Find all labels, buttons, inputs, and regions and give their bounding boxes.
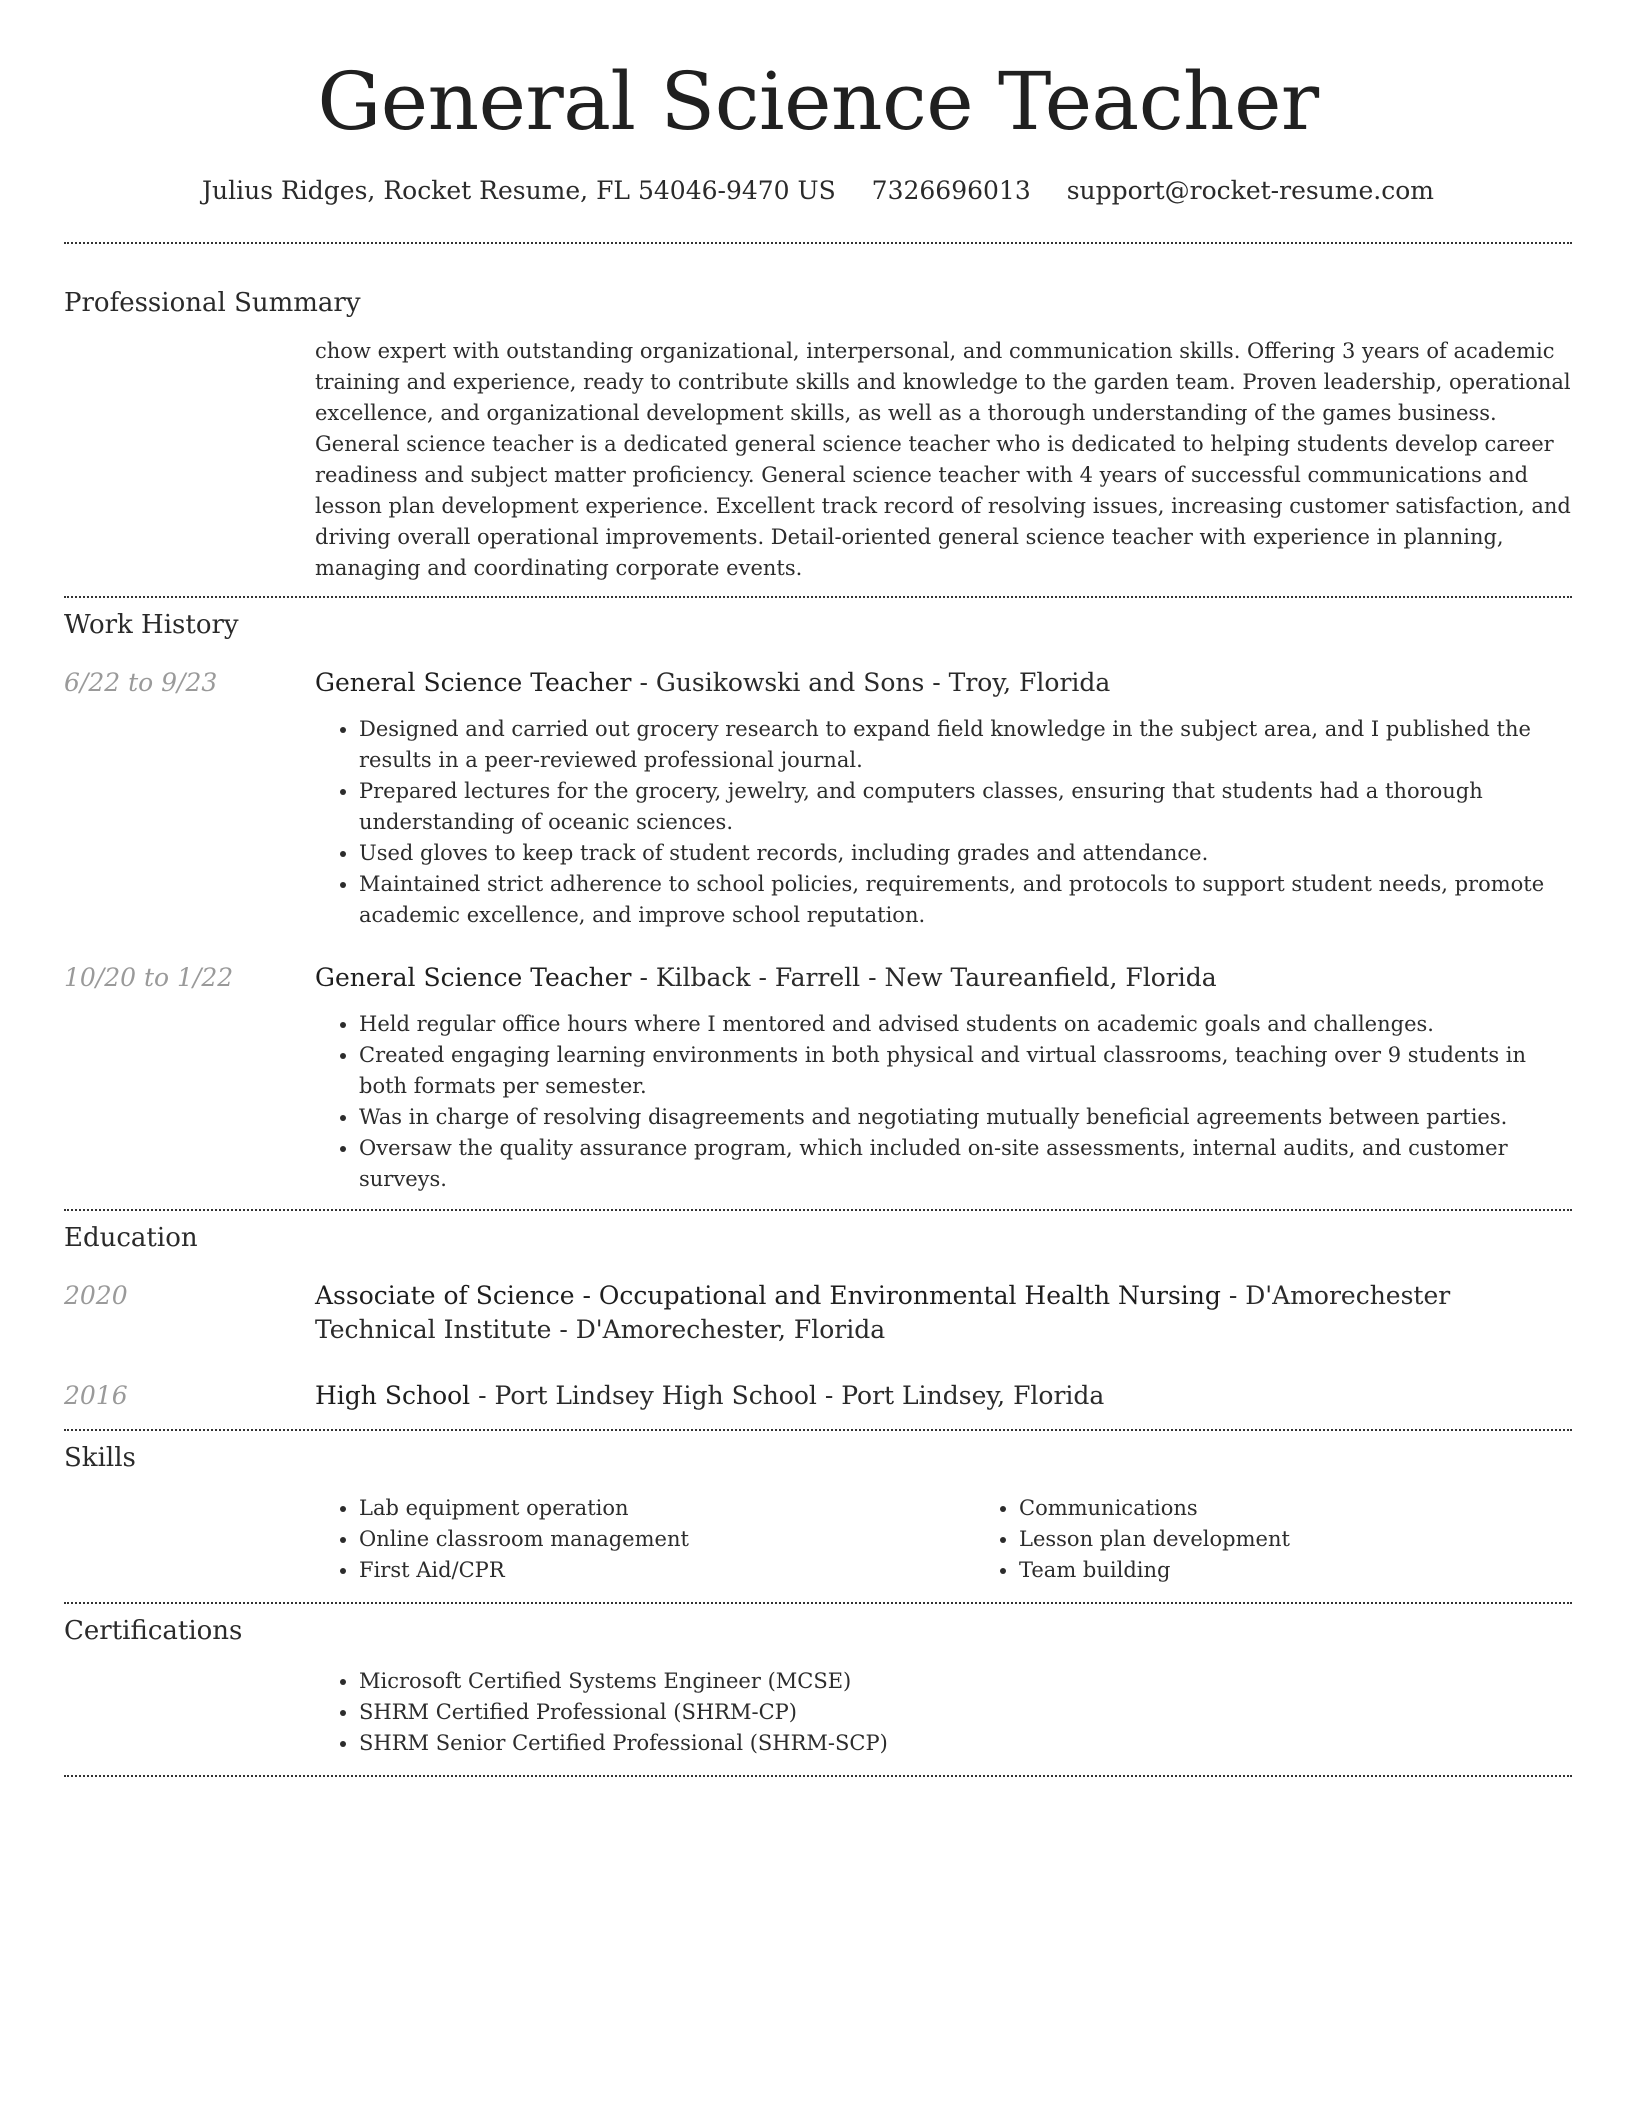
job-entry [64, 961, 1572, 1195]
certifications-section [64, 1614, 1572, 1759]
list-item: • Team building [1019, 1555, 1632, 1586]
education-entry [64, 1279, 1572, 1347]
education-entry [64, 1379, 1572, 1413]
contact-line [64, 174, 1572, 208]
education-details: - D'Amorechester Technical Institute - D'Amorechester, Florida [315, 1281, 1451, 1344]
section-heading-skills: Skills [64, 1443, 136, 1473]
list-item: • Held regular office hours where I mentored and advised students on academic goals and challenges. [359, 1009, 1572, 1040]
contact-phone: 7326696013 [871, 176, 1031, 205]
list-item: • Lab equipment operation [359, 1493, 975, 1524]
divider [64, 1602, 1572, 1604]
education-degree: High School [315, 1381, 471, 1410]
list-item: • Oversaw the quality assurance program, which included on-site assessments, internal audits, and customer surveys. [359, 1133, 1572, 1195]
education-details: - Port Lindsey High School - Port Lindsey, Florida [470, 1381, 1105, 1410]
work-section [64, 608, 1572, 1195]
job-dates: 10/20 to 1/22 [64, 963, 234, 992]
divider [64, 596, 1572, 598]
skills-list-left [315, 1493, 975, 1586]
list-item: • Microsoft Certified Systems Engineer (MCSE) [359, 1666, 1572, 1697]
list-item: • Used gloves to keep track of student records, including grades and attendance. [359, 838, 1572, 869]
job-bullets [315, 1009, 1572, 1195]
education-year: 2020 [64, 1281, 128, 1310]
divider [64, 1429, 1572, 1431]
list-item: • First Aid/CPR [359, 1555, 975, 1586]
section-heading-work: Work History [64, 610, 239, 640]
list-item: • Prepared lectures for the grocery, jewelry, and computers classes, ensuring that students had a thorough understanding of oceanic sciences. [359, 776, 1572, 838]
list-item: • Was in charge of resolving disagreements and negotiating mutually beneficial agreements between parties. [359, 1102, 1572, 1133]
job-bullets [315, 714, 1572, 931]
education-title [315, 1379, 1572, 1413]
education-year: 2016 [64, 1381, 128, 1410]
skills-section [64, 1441, 1572, 1586]
section-heading-education: Education [64, 1223, 198, 1253]
contact-email[interactable]: support@rocket-resume.com [1066, 176, 1434, 205]
job-entry [64, 666, 1572, 931]
certifications-list [315, 1666, 1572, 1759]
list-item: • Lesson plan development [1019, 1524, 1632, 1555]
education-title [315, 1279, 1572, 1347]
skills-list-right [975, 1493, 1632, 1586]
education-section [64, 1221, 1572, 1413]
section-heading-summary: Professional Summary [64, 288, 361, 318]
job-title [315, 666, 1572, 700]
resume-page [64, 0, 1572, 1777]
summary-section [64, 286, 1572, 584]
contact-address: Julius Ridges, Rocket Resume, FL 54046-9470 US [201, 176, 836, 205]
job-role: General Science Teacher [315, 963, 632, 992]
summary-text: chow expert with outstanding organizational, interpersonal, and communication skills. Offering 3 years of academic training and experience, ready to contribute skills and knowledge to the garden team. Proven leadership, operational excellence, and organizational development skills, as well as a thorough understanding of the games business. General science teacher is a dedicated general science teacher who is dedicated to helping students develop career readiness and subject matter proficiency. General science teacher with 4 years of successful communications and lesson plan development experience. Excellent track record of resolving issues, increasing customer satisfaction, and driving overall operational improvements. Detail-oriented general science teacher with experience in planning, managing and coordinating corporate events. [315, 339, 1571, 580]
divider [64, 242, 1572, 244]
divider [64, 1775, 1572, 1777]
job-details: - Kilback - Farrell - New Taureanfield, Florida [631, 963, 1217, 992]
job-details: - Gusikowski and Sons - Troy, Florida [631, 668, 1111, 697]
job-title [315, 961, 1572, 995]
job-dates: 6/22 to 9/23 [64, 668, 218, 697]
section-heading-certifications: Certifications [64, 1616, 243, 1646]
education-degree: Associate of Science - Occupational and Environmental Health Nursing [315, 1281, 1221, 1310]
list-item: • Communications [1019, 1493, 1632, 1524]
list-item: • SHRM Certified Professional (SHRM-CP) [359, 1697, 1572, 1728]
list-item: • Designed and carried out grocery research to expand field knowledge in the subject area, and I published the results in a peer-reviewed professional journal. [359, 714, 1572, 776]
list-item: • Maintained strict adherence to school policies, requirements, and protocols to support student needs, promote academic excellence, and improve school reputation. [359, 869, 1572, 931]
list-item: • Created engaging learning environments in both physical and virtual classrooms, teaching over 9 students in both formats per semester. [359, 1040, 1572, 1102]
list-item: • SHRM Senior Certified Professional (SHRM-SCP) [359, 1728, 1572, 1759]
list-item: • Online classroom management [359, 1524, 975, 1555]
job-role: General Science Teacher [315, 668, 632, 697]
divider [64, 1209, 1572, 1211]
resume-title: General Science Teacher [317, 55, 1319, 148]
